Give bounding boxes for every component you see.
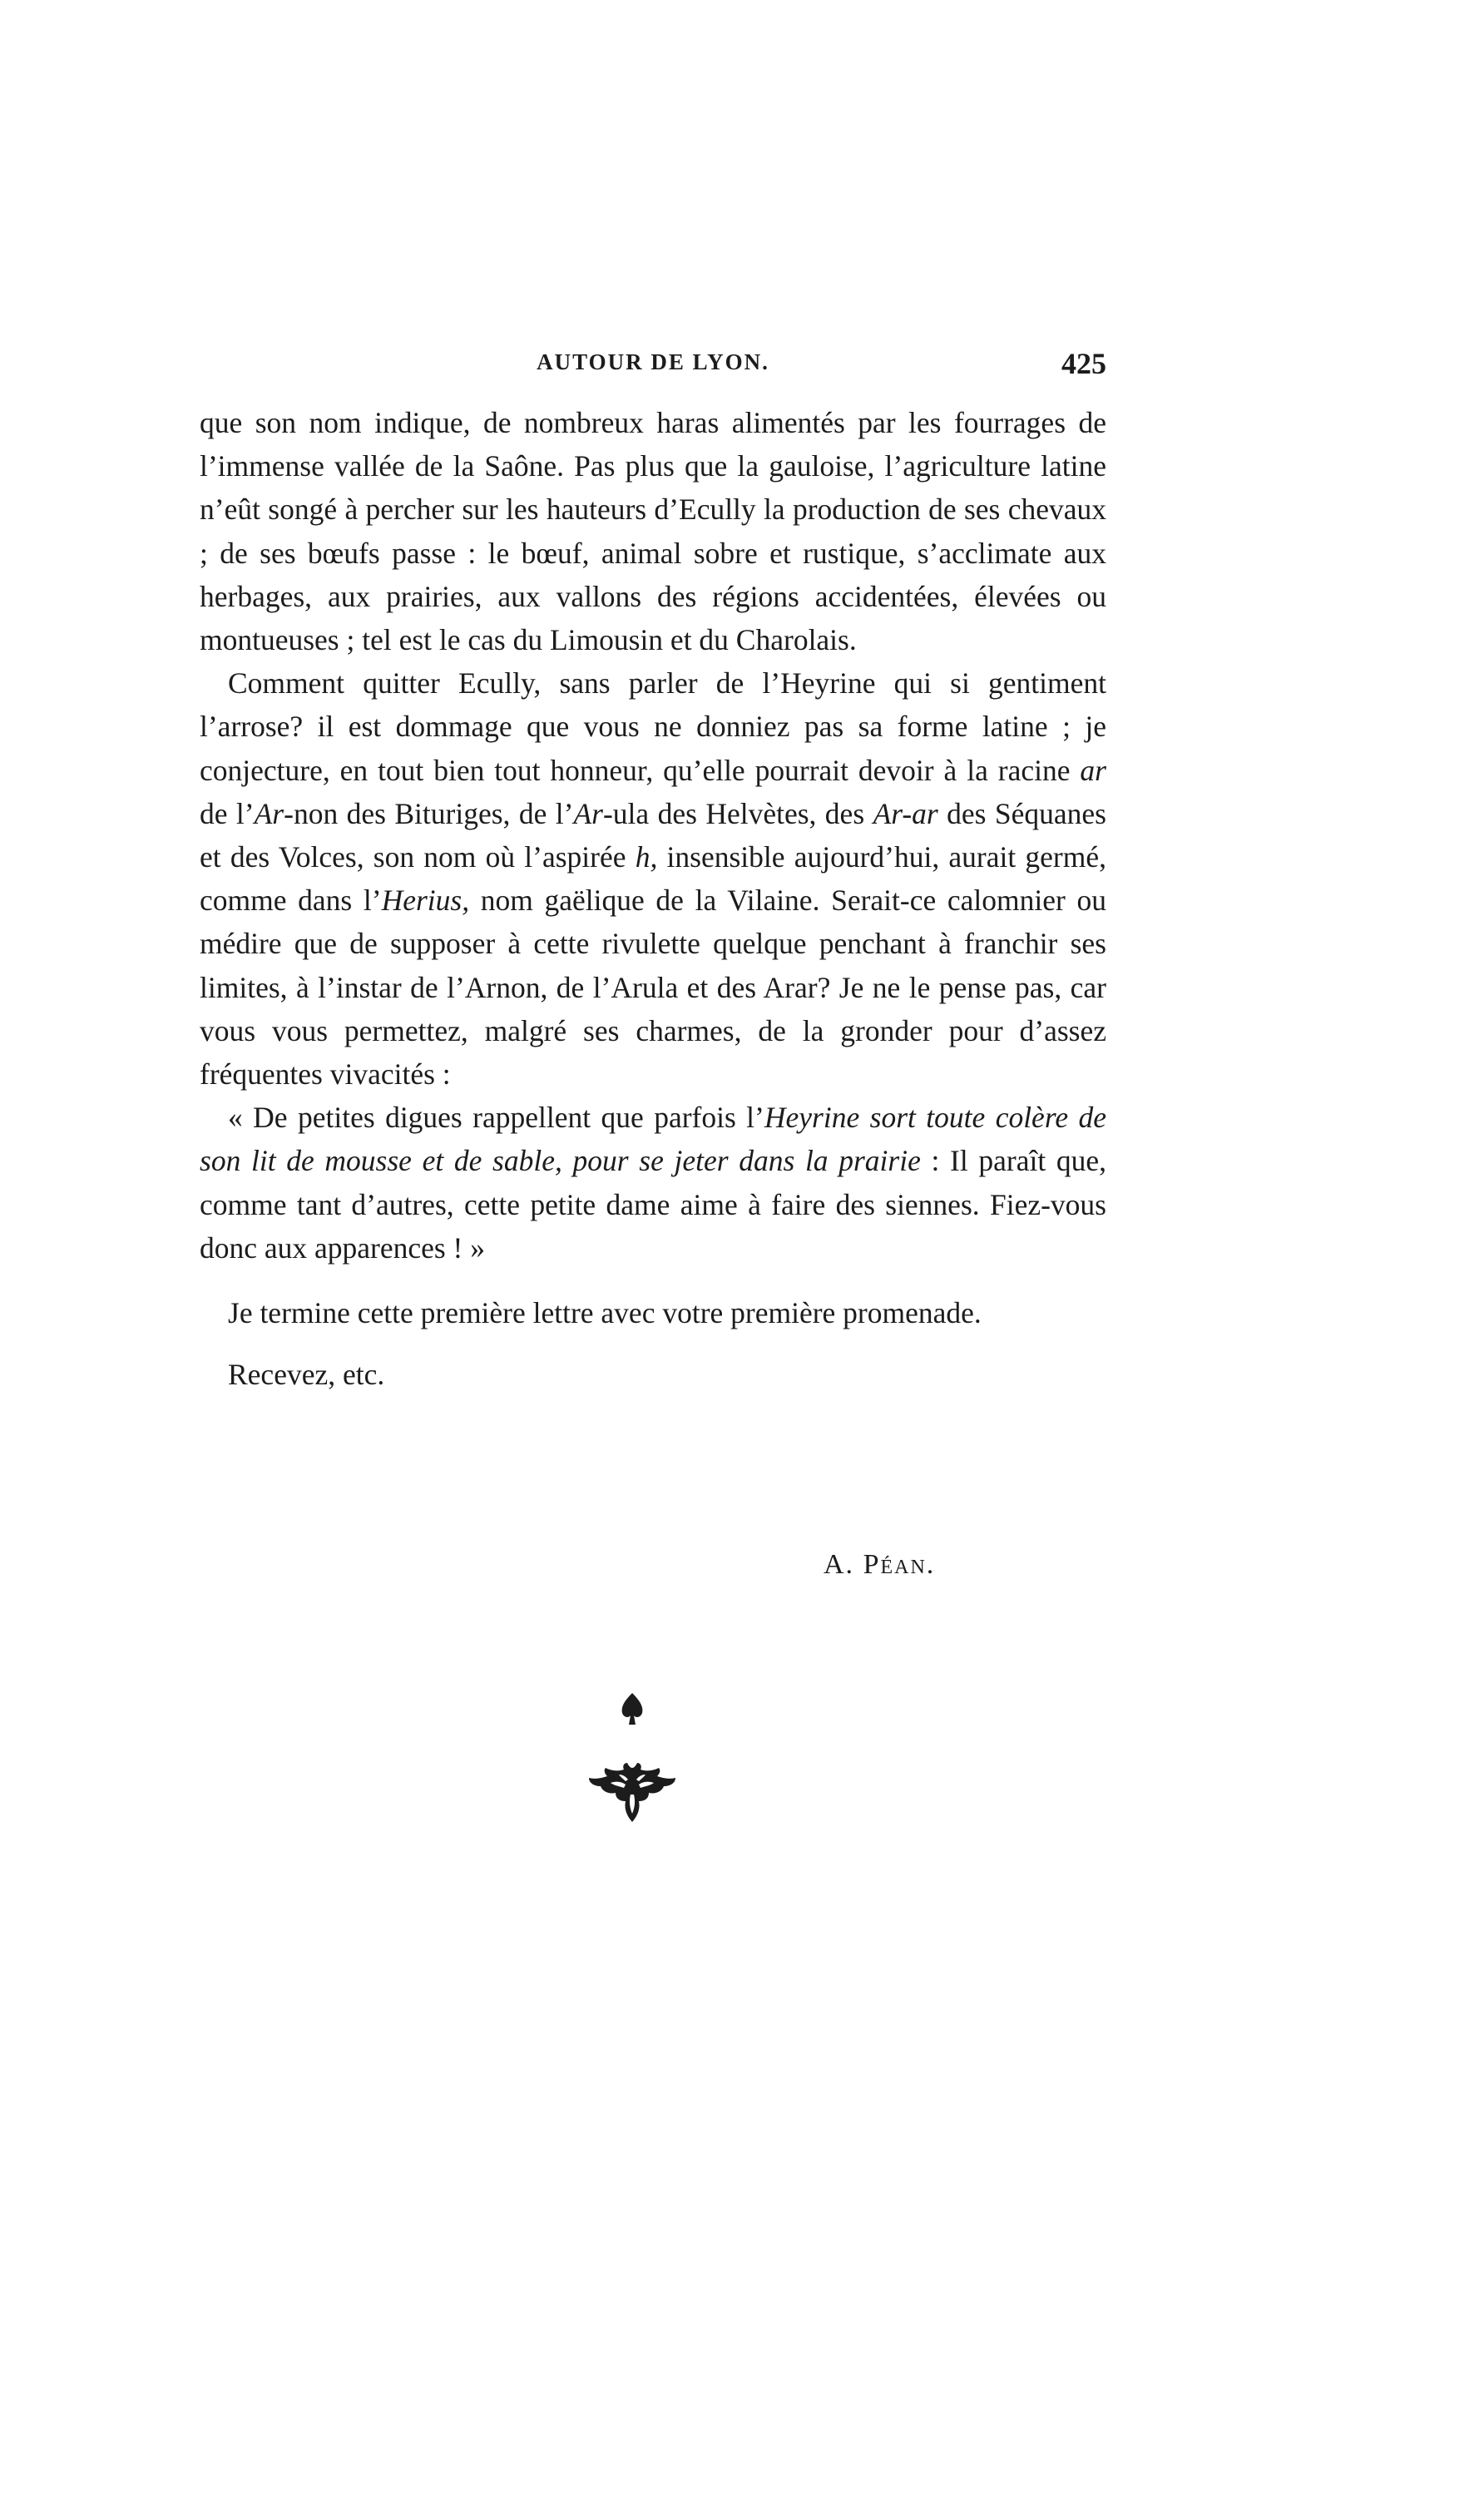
salutation-text: Recevez, etc.: [228, 1358, 385, 1392]
signature-name: Péan.: [863, 1549, 936, 1580]
quote-text-a: « De petites digues rappellent que parfois l’: [228, 1101, 764, 1135]
quote-text-b: : Il paraît que, comme tant d’autres, cette petite dame aime à faire des siennes. Fiez-vous donc aux apparences ! »: [200, 1144, 1106, 1265]
paragraph-2-text-b: de l’: [200, 796, 255, 830]
paragraph-1: [200, 401, 1106, 661]
italic-ar: ar: [1080, 753, 1106, 787]
signature: [824, 1549, 935, 1581]
fleuron-ornament-icon: [582, 1676, 682, 1843]
italic-ar-arnon: Ar: [254, 796, 284, 830]
paragraph-closing: [200, 1291, 1106, 1334]
paragraph-2-text-f: insensible aujourd’hui, aurait germé, comme dans l’: [200, 840, 1106, 918]
italic-ar-ar: Ar-ar: [873, 796, 938, 830]
italic-herius: Herius,: [381, 884, 470, 918]
paragraph-salutation: [200, 1353, 1106, 1396]
paragraph-2: [200, 661, 1106, 1096]
body-text: [200, 401, 1106, 1396]
italic-ar-arula: Ar: [573, 796, 603, 830]
paragraph-2-text-c: -non des Bituriges, de l’: [284, 796, 574, 830]
quote-paragraph: [200, 1096, 1106, 1270]
page-number: 425: [1061, 347, 1106, 380]
paragraph-2-text-a: Comment quitter Ecully, sans parler de l’Heyrine qui si gentiment l’arrose? il est dommage que vous ne donniez pas sa forme latine ; je conjecture, en tout bien tout honneur, qu’elle pourrait devoir à la racine: [200, 666, 1106, 787]
paragraph-1-text: que son nom indique, de nombreux haras alimentés par les fourrages de l’immense vallée de la Saône. Pas plus que la gauloise, l’agriculture latine n’eût songé à percher sur les hauteurs d’Ecully la production de ses chevaux ; de ses bœufs passe : le bœuf, animal sobre et rustique, s’acclimate aux herbages, aux prairies, aux vallons des régions accidentées, élevées ou montueuses ; tel est le cas du Limousin et du Charolais.: [200, 406, 1106, 657]
paragraph-2-text-g: nom gaëlique de la Vilaine. Serait-ce calomnier ou médire que de supposer à cette rivulette quelque penchant à franchir ses limites, à l’instar de l’Arnon, de l’Arula et des Arar? Je ne le pense pas, car vous vous permettez, malgré ses charmes, de la gronder pour d’assez fréquentes vivacités :: [200, 884, 1106, 1092]
signature-initial: A.: [824, 1549, 855, 1580]
running-header: [200, 349, 1106, 383]
italic-h: h,: [635, 840, 658, 874]
paragraph-2-text-d: -ula des Helvètes, des: [602, 796, 873, 830]
closing-text: Je termine cette première lettre avec votre première promenade.: [228, 1296, 982, 1330]
running-title: AUTOUR DE LYON.: [537, 349, 769, 374]
quote-italic: Heyrine sort toute colère de son lit de mousse et de sable, pour se jeter dans la prairie: [200, 1101, 1106, 1178]
paragraph-2-text-e: des Séquanes et des Volces, son nom où l’aspirée: [200, 796, 1106, 874]
